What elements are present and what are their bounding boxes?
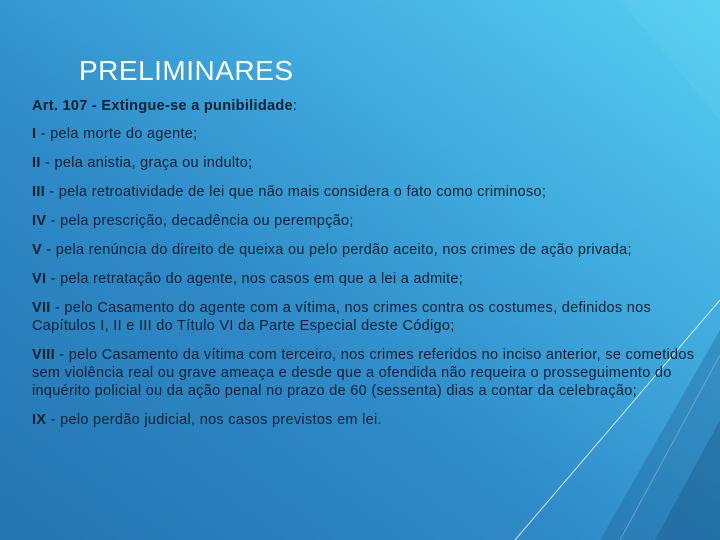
list-item (32, 212, 697, 230)
item-text: - pela retratação do agente, nos casos em que a lei a admite; (46, 271, 464, 287)
item-number: VII (32, 300, 51, 316)
list-item (32, 346, 697, 400)
item-number: IX (32, 412, 47, 428)
article-heading-colon: : (292, 98, 298, 114)
item-text: - pela morte do agente; (36, 126, 198, 142)
list-item (32, 241, 697, 259)
item-text: - pela prescrição, decadência ou perempção; (46, 213, 354, 229)
slide-content (32, 97, 697, 440)
list-item (32, 411, 697, 429)
item-text: - pela anistia, graça ou indulto; (40, 155, 253, 171)
item-text: - pela retroatividade de lei que não mais considera o fato como criminoso; (45, 184, 547, 200)
list-item (32, 183, 697, 201)
list-item (32, 154, 697, 172)
item-number: VI (32, 271, 47, 287)
item-number: I (32, 126, 37, 142)
list-item (32, 125, 697, 143)
article-heading (32, 97, 697, 115)
item-number: III (32, 184, 45, 200)
item-text: - pela renúncia do direito de queixa ou pelo perdão aceito, nos crimes de ação privada; (41, 242, 632, 258)
item-text: - pelo perdão judicial, nos casos previstos em lei. (46, 412, 382, 428)
item-number: IV (32, 213, 47, 229)
item-text: - pelo Casamento do agente com a vítima, nos crimes contra os costumes, definidos nos Capítulos I, II e III do Título VI da Parte Especial deste Código; (32, 300, 652, 334)
item-number: VIII (32, 347, 55, 363)
article-heading-text: Art. 107 - Extingue-se a punibilidade (32, 98, 293, 114)
list-item (32, 270, 697, 288)
list-item (32, 299, 697, 335)
item-number: V (32, 242, 42, 258)
item-text: - pelo Casamento da vítima com terceiro, nos crimes referidos no inciso anterior, se cometidos sem violência real ou grave ameaça e desde que a ofendida não requeira o prosseguimento do inquérito policial ou da ação penal no prazo de 60 (sessenta) dias a contar da celebração; (32, 347, 695, 399)
item-number: II (32, 155, 41, 171)
slide-title: PRELIMINARES (79, 55, 294, 86)
